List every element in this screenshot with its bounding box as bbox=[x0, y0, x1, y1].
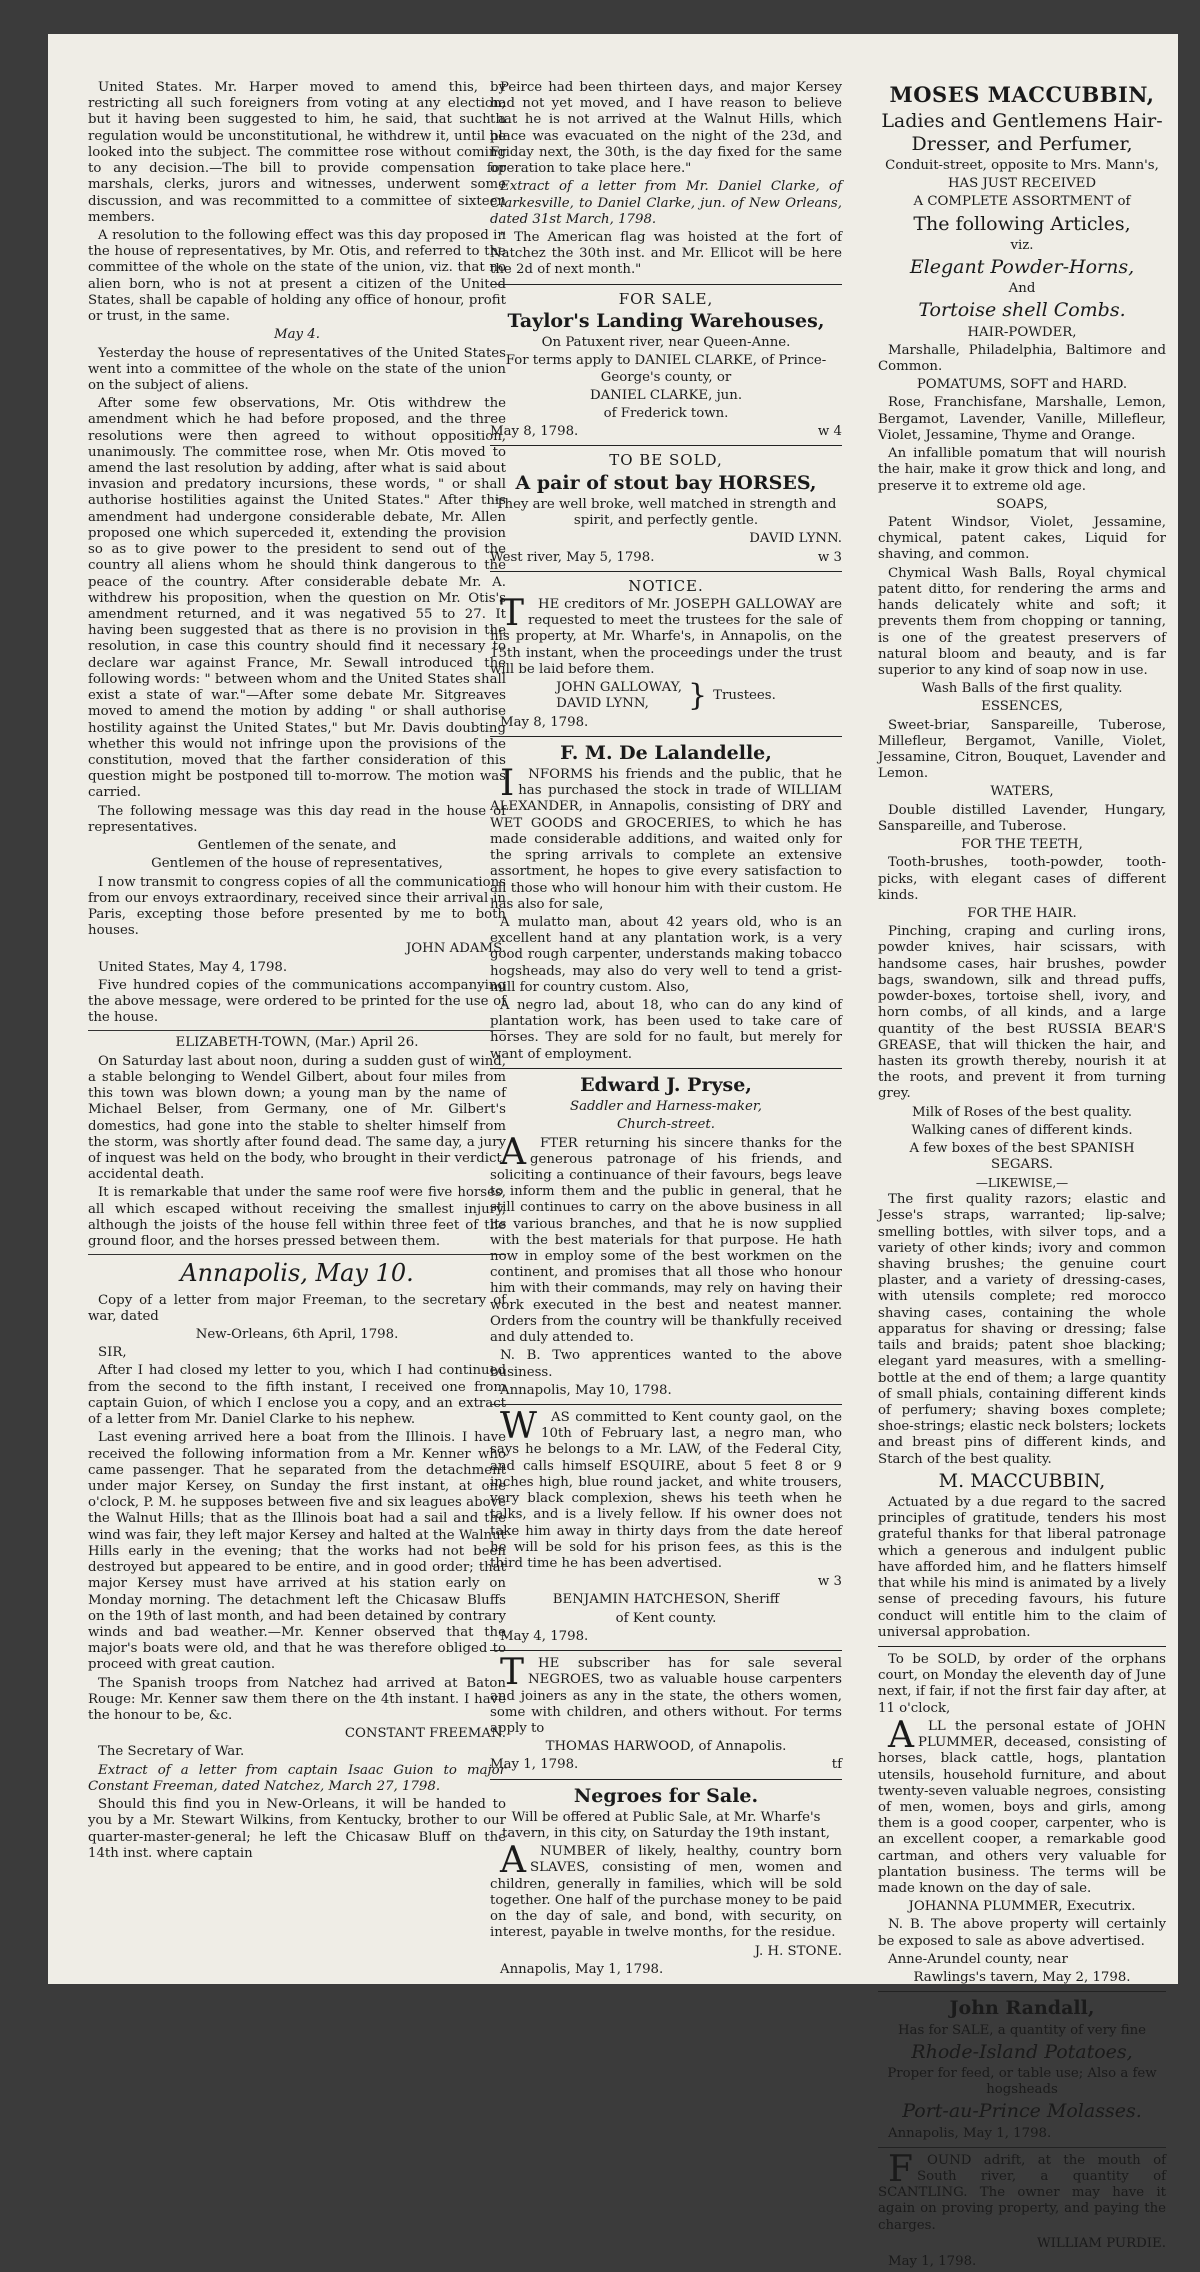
ad-text: A negro lad, about 18, who can do any kind of plantation work, has been used to take care of horses. They are sold for no fault, but merely for want of employment. bbox=[490, 998, 842, 1062]
ad-text: Marshalle, Philadelphia, Baltimore and Common. bbox=[878, 342, 1166, 374]
ad-text: A mulatto man, about 42 years old, who is an excellent hand at any plantation work, is a very good rough carpenter, understands making tobacco hogsheads, may also do very well to tend a grist-mill for country custom. Also, bbox=[490, 914, 842, 995]
drop-cap: T bbox=[500, 593, 525, 635]
article-text: A resolution to the following effect was this day proposed in the house of representatives, by Mr. Otis, and referred to the committee of the whole on the state of the union, viz. that no alien born, who is not at present a citizen of the United States, shall be capable of holding any office of honour, profit or trust, in the same. bbox=[88, 227, 506, 325]
article-text: Extract of a letter from captain Isaac Guion to major Constant Freeman, dated Natchez, March 27, 1798. bbox=[88, 1762, 506, 1794]
category-heading: ESSENCES, bbox=[981, 699, 1063, 715]
ad-text: A FTER returning his sincere thanks for the generous patronage of his friends, and soliciting a continuance of their favours, begs leave to inform them and the public in general, that he still continues to carry on the above business in all its various branches, and that he is now supplied with the best materials for that purpose. He hath now in employ some of the best workmen on the continent, and promises that all those who honour him with their commands, may rely on having their work executed in the best and neatest manner. Orders from the country will be thankfully received and duly attended to. bbox=[490, 1131, 842, 1346]
ad-text: Rose, Franchisfane, Marshalle, Lemon, Bergamot, Lavender, Vanille, Millefleur, Violet, Jessamine, Thyme and Orange. bbox=[878, 395, 1166, 443]
article-text: Peirce had been thirteen days, and major Kersey had not yet moved, and I have reason to believe that he is not arrived at the Walnut Hills, which place was evacuated on the night of the 23d, and Friday next, the 30th, is the day fixed for the same operation to take place here." bbox=[490, 80, 842, 177]
ad-dateline bbox=[490, 550, 842, 566]
ad-text: Will be offered at Public Sale, at Mr. Wharfe's tavern, in this city, on Saturday the 19th instant, bbox=[502, 1809, 830, 1841]
ad-signer: DANIEL CLARKE, jun. bbox=[589, 387, 743, 403]
ad-text: viz. bbox=[1010, 237, 1034, 253]
divider bbox=[88, 1030, 506, 1031]
ad-signer: DAVID LYNN, bbox=[556, 696, 649, 712]
ad-text: N. B. The above property will certainly be exposed to sale as above advertised. bbox=[878, 1917, 1166, 1949]
newspaper-page bbox=[48, 34, 1178, 2270]
brace-glyph: } bbox=[688, 678, 708, 714]
ad-date: Annapolis, May 10, 1798. bbox=[500, 1382, 672, 1398]
drop-cap: W bbox=[500, 1406, 538, 1448]
column-right bbox=[878, 80, 1166, 2272]
ad-text: N. B. Two apprentices wanted to the above business. bbox=[490, 1348, 842, 1380]
divider bbox=[490, 445, 842, 446]
ad-text: T HE subscriber has for sale several NEGROES, two as valuable house carpenters and joiners as any in the state, the others women, some with children, and others without. For terms apply to bbox=[490, 1652, 842, 1736]
article-text: The Spanish troops from Natchez had arrived at Baton Rouge: Mr. Kenner saw them there on the 4th instant. I have the honour to be, &c. bbox=[88, 1675, 506, 1724]
ad-signer: JOHANNA PLUMMER, Executrix. bbox=[908, 1899, 1136, 1915]
category-heading: FOR THE TEETH, bbox=[961, 837, 1083, 853]
divider bbox=[88, 1254, 506, 1255]
ad-title: John Randall, bbox=[949, 1997, 1095, 2020]
ad-text: Proper for feed, or table use; Also a few hogsheads bbox=[887, 2065, 1157, 2098]
ad-text: A few boxes of the best SPANISH SEGARS. bbox=[909, 1141, 1135, 1173]
article-text: The Secretary of War. bbox=[98, 1744, 245, 1760]
ad-subtitle: Port-au-Prince Molasses. bbox=[902, 2100, 1142, 2123]
ad-subtitle: Rhode-Island Potatoes, bbox=[911, 2040, 1133, 2063]
ad-text: Conduit-street, opposite to Mrs. Mann's, bbox=[885, 157, 1159, 173]
ad-date: May 8, 1798. bbox=[490, 424, 579, 440]
ad-text: T HE creditors of Mr. JOSEPH GALLOWAY are requested to meet the trustees for the sale of his property, at Mr. Wharfe's, in Annapolis, on the 15th instant, when the proceedings under the trust will be laid before them. bbox=[490, 593, 842, 677]
ad-code: tf bbox=[831, 1757, 842, 1773]
drop-cap: A bbox=[500, 1131, 526, 1173]
ad-text: On Patuxent river, near Queen-Anne. bbox=[541, 335, 791, 351]
ad-date: May 8, 1798. bbox=[500, 714, 589, 730]
ad-text: HAS JUST RECEIVED bbox=[947, 176, 1097, 192]
ad-date: May 1, 1798. bbox=[888, 2254, 977, 2270]
ad-title: M. MACCUBBIN, bbox=[938, 1469, 1106, 1492]
ad-text: Anne-Arundel county, near bbox=[888, 1951, 1068, 1967]
drop-cap: I bbox=[500, 762, 515, 804]
ad-text: Wash Balls of the first quality. bbox=[921, 681, 1123, 697]
ad-text: Actuated by a due regard to the sacred principles of gratitude, tenders his most grateful thanks for that liberal patronage which a generous and indulgent public have afforded him, and he flatters himself that while his mind is animated by a lively sense of preceding favours, his future conduct will entitle him to the claim of universal approbation. bbox=[878, 1495, 1166, 1640]
ad-date: Rawlings's tavern, May 2, 1798. bbox=[913, 1970, 1131, 1986]
category-heading: FOR THE HAIR. bbox=[967, 906, 1077, 921]
trustees-label: Trustees. bbox=[713, 688, 776, 704]
divider bbox=[878, 1991, 1166, 1992]
salutation: Gentlemen of the senate, and bbox=[197, 838, 397, 854]
ad-subtitle: Elegant Powder-Horns, bbox=[909, 256, 1135, 278]
ad-text: To be SOLD, by order of the orphans court, on Monday the eleventh day of June next, if fair, if not the first fair day after, at 11 o'clock, bbox=[878, 1651, 1166, 1716]
ad-date: Annapolis, May 1, 1798. bbox=[888, 2125, 1052, 2141]
article-text: On Saturday last about noon, during a sudden gust of wind, a stable belonging to Wendel Gilbert, about four miles from this town was blown down; a young man by the name of Michael Belser, from Germany, one of Mr. Gilbert's domestics, had gone into the stable to shelter himself from the storm, was shortly after found dead. The same day, a jury of inquest was held on the body, who brought in their verdict, accidental death. bbox=[88, 1053, 506, 1183]
ad-signer: BENJAMIN HATCHESON, Sheriff bbox=[552, 1592, 780, 1608]
ad-subtitle: The following Articles, bbox=[913, 212, 1131, 235]
ad-subtitle: Saddler and Harness-maker, bbox=[569, 1099, 763, 1115]
ad-signer: DAVID LYNN. bbox=[749, 531, 842, 547]
divider bbox=[490, 1779, 842, 1780]
ad-text: F OUND adrift, at the mouth of South river, a quantity of SCANTLING. The owner may have it again on proving property, and paying the charges. bbox=[878, 2148, 1166, 2233]
divider bbox=[490, 736, 842, 737]
ad-heading: NOTICE. bbox=[628, 576, 704, 595]
category-heading: —LIKEWISE,— bbox=[975, 1175, 1069, 1190]
ad-subtitle: Church-street. bbox=[617, 1117, 715, 1133]
article-text: The following message was this day read in the house of representatives. bbox=[88, 803, 506, 835]
ad-title: F. M. De Lalandelle, bbox=[560, 741, 772, 764]
ad-text: And bbox=[1008, 281, 1036, 297]
dateline: New-Orleans, 6th April, 1798. bbox=[195, 1327, 399, 1343]
ad-text: Tooth-brushes, tooth-powder, tooth-picks, with elegant cases of different kinds. bbox=[878, 855, 1166, 903]
article-text: After some few observations, Mr. Otis withdrew the amendment which he had before proposed, and the three resolutions were then agreed to without opposition, unanimously. The committee rose, when Mr. Otis moved to amend the last resolution by adding, after what is said about invasion and predatory incursions, these words, " or shall authorise hostilities against the United States." After this amendment had undergone considerable debate, Mr. Allen proposed one which superceded it, extending the provision so as to give power to the president to send out of the country all aliens whom he should think dangerous to the peace of the country. After considerable debate Mr. A. withdrew his proposition, when the question on Mr. Otis's amendment returned, and it was negatived 55 to 27. It having been suggested that as there is no provision in the resolution, in case this country should find it necessary to declare war against France, Mr. Sewall introduced the following words: " between whom and the United States shall exist a state of war."—After some debate Mr. Sitgreaves moved to amend the motion by adding " or shall authorise hostility against the United States," but Mr. Davis doubting whether this would not infringe upon the provisions of the constitution, moved that the farther consideration of this question might be postponed till to-morrow. The motion was carried. bbox=[88, 396, 506, 801]
ad-text: I NFORMS his friends and the public, that he has purchased the stock in trade of WILLIAM ALEXANDER, in Annapolis, consisting of DRY and WET GOODS and GROCERIES, to which he has made considerable additions, and waited only for the spring arrivals to complete an extensive assortment, he hopes to give every satisfaction to all those who will honour him with their custom. He has also for sale, bbox=[490, 762, 842, 912]
ad-code: w 4 bbox=[817, 424, 842, 440]
ad-text: Walking canes of different kinds. bbox=[911, 1122, 1133, 1138]
ad-subtitle: Ladies and Gentlemens Hair-Dresser, and Perfumer, bbox=[881, 109, 1163, 155]
ad-text: W AS committed to Kent county gaol, on the 10th of February last, a negro man, who says he belongs to a Mr. LAW, of the Federal City, and calls himself ESQUIRE, about 5 feet 8 or 9 inches high, blue round jacket, and white trousers, very black complexion, shews his teeth when he talks, and is a lively fellow. If his owner does not take him away in thirty days from the date hereof he will be sold for his prison fees, as this is the third time he has been advertised. bbox=[490, 1406, 842, 1571]
ad-signer: THOMAS HARWOOD, of Annapolis. bbox=[545, 1739, 787, 1755]
ad-signer: J. H. STONE. bbox=[754, 1943, 842, 1959]
ad-dateline bbox=[490, 424, 842, 440]
column-middle bbox=[490, 80, 842, 1980]
ad-text: Patent Windsor, Violet, Jessamine, chymical, patent cakes, Liquid for shaving, and common. bbox=[878, 514, 1166, 563]
ad-title: A pair of stout bay HORSES, bbox=[515, 471, 817, 494]
signature: CONSTANT FREEMAN. bbox=[344, 1726, 506, 1742]
article-text: Yesterday the house of representatives of the United States went into a committee of the whole on the state of the union on the subject of aliens. bbox=[88, 345, 506, 393]
ad-code: w 3 bbox=[817, 1574, 842, 1590]
ad-signer: of Kent county. bbox=[615, 1610, 717, 1626]
divider bbox=[878, 1646, 1166, 1647]
ad-text: Milk of Roses of the best quality. bbox=[911, 1104, 1133, 1120]
dateline: May 4. bbox=[274, 327, 320, 343]
drop-cap: T bbox=[500, 1652, 525, 1694]
ad-text: They are well broke, well matched in strength and spirit, and perfectly gentle. bbox=[495, 496, 837, 529]
article-text: I now transmit to congress copies of all the communications from our envoys extraordinary, received since their arrival in Paris, excepting those before presented by me to both houses. bbox=[88, 874, 506, 939]
ad-text: of Frederick town. bbox=[603, 405, 729, 421]
ad-signer: JOHN GALLOWAY, bbox=[556, 680, 682, 696]
article-text: Five hundred copies of the communications accompanying the above message, were ordered to be printed for the use of the house. bbox=[88, 977, 506, 1026]
ad-text: For terms apply to DANIEL CLARKE, of Prince-George's county, or bbox=[505, 353, 827, 385]
section-heading: ELIZABETH-TOWN, (Mar.) April 26. bbox=[175, 1035, 419, 1051]
ad-date: May 1, 1798. bbox=[490, 1757, 579, 1773]
section-heading: Annapolis, May 10. bbox=[180, 1259, 414, 1288]
ad-text: Sweet-briar, Sanspareille, Tuberose, Millefleur, Bergamot, Vanille, Violet, Jessamine, Citron, Bouquet, Lavender and Lemon. bbox=[878, 717, 1166, 782]
ad-heading: TO BE SOLD, bbox=[609, 451, 723, 470]
ad-text: Has for SALE, a quantity of very fine bbox=[897, 2022, 1147, 2038]
ad-heading: FOR SALE, bbox=[618, 289, 714, 308]
divider bbox=[490, 1068, 842, 1069]
salutation: SIR, bbox=[98, 1345, 127, 1361]
dateline: United States, May 4, 1798. bbox=[98, 959, 288, 975]
ad-text: A LL the personal estate of JOHN PLUMMER, deceased, consisting of horses, black cattle, hogs, plantation utensils, household furniture, and about twenty-seven valuable negroes, consisting of men, women, boys and girls, among them is a good cooper, carpenter, who is an excellent cooper, a remarkable good cartman, and others very valuable for plantation business. The terms will be made known on the day of sale. bbox=[878, 1714, 1166, 1897]
ad-title: MOSES MACCUBBIN, bbox=[889, 82, 1155, 107]
ad-text: Pinching, craping and curling irons, powder knives, hair scissars, with handsome cases, hair brushes, powder bags, swandown, silk and thread puffs, powder-boxes, tortoise shell, ivory, and horn combs, of all kinds, and a large quantity of the best RUSSIA BEAR'S GREASE, that will thicken the hair, and hasten its growth thereby, nourish it at the roots, and prevent it from turning grey. bbox=[878, 924, 1166, 1102]
category-heading: POMATUMS, SOFT and HARD. bbox=[916, 377, 1128, 393]
drop-cap: A bbox=[500, 1840, 526, 1882]
ad-date: May 4, 1798. bbox=[500, 1628, 589, 1644]
ad-title: Taylor's Landing Warehouses, bbox=[507, 309, 825, 332]
ad-dateline bbox=[490, 1757, 842, 1773]
ad-text: The first quality razors; elastic and Jesse's straps, warranted; lip-salve; smelling bottles, with silver tops, and a variety of other kinds; ivory and common shaving brushes; the genuine court plaster, and a variety of dressing-cases, with utensils complete; red morocco shaving cases, containing the whole apparatus for shaving or dressing; false tails and braids; patent shoe blacking; elegant yard measures, with a smelling-bottle at the end of them; a large quantity of small phials, containing different kinds of perfumery; shaving boxes complete; shoe-strings; elastic neck bolsters; lockets and breast pins of different kinds, and Starch of the best quality. bbox=[878, 1192, 1166, 1467]
ad-date: West river, May 5, 1798. bbox=[490, 549, 655, 565]
divider bbox=[490, 571, 842, 572]
signature: JOHN ADAMS. bbox=[405, 941, 506, 957]
trustees-block bbox=[490, 680, 842, 712]
article-text: " The American flag was hoisted at the fort of Natchez the 30th inst. and Mr. Ellicot will be here the 2d of next month." bbox=[490, 229, 842, 278]
drop-cap: F bbox=[888, 2148, 913, 2190]
salutation: Gentlemen of the house of representatives, bbox=[151, 856, 443, 872]
ad-title: Negroes for Sale. bbox=[573, 1784, 759, 1807]
article-text: Should this find you in New-Orleans, it will be handed to you by a Mr. Stewart Wilkins, from Kentucky, brother to our quarter-master-general; he left the Chicasaw Bluff on the 14th inst. where captain bbox=[88, 1797, 506, 1861]
ad-text: Double distilled Lavender, Hungary, Sanspareille, and Tuberose. bbox=[878, 802, 1166, 834]
article-text: United States. Mr. Harper moved to amend this, by restricting all such foreigners from voting at any election; but it having been suggested to him, he said, that such a regulation would be unconstitutional, he withdrew it, until he looked into the subject. The committee rose without coming to any decision.—The bill to provide compensation for marshals, clerks, jurors and witnesses, underwent some discussion, and was recommitted to a committee of sixteen members. bbox=[88, 80, 506, 225]
ad-title: Edward J. Pryse, bbox=[580, 1073, 752, 1096]
category-heading: HAIR-POWDER, bbox=[967, 324, 1077, 340]
divider bbox=[490, 1650, 842, 1651]
divider bbox=[490, 284, 842, 285]
article-text: After I had closed my letter to you, which I had continued from the second to the fifth instant, I received one from captain Guion, of which I enclose you a copy, and an extract of a letter from Mr. Daniel Clarke to his nephew. bbox=[88, 1363, 506, 1428]
category-heading: SOAPS, bbox=[996, 496, 1048, 512]
ad-date: Annapolis, May 1, 1798. bbox=[500, 1961, 664, 1977]
column-left bbox=[88, 80, 506, 1864]
article-text: Copy of a letter from major Freeman, to the secretary of war, dated bbox=[88, 1292, 506, 1324]
category-heading: WATERS, bbox=[990, 784, 1054, 800]
ad-code: w 3 bbox=[817, 549, 842, 565]
ad-text: A NUMBER of likely, healthy, country born SLAVES, consisting of men, women and children, generally in families, which will be sold together. One half of the purchase money to be paid on the day of sale, and bond, with security, on interest, payable in twelve months, for the residue. bbox=[490, 1840, 842, 1941]
article-text: Extract of a letter from Mr. Daniel Clarke, of Clarkesville, to Daniel Clarke, jun. of New Orleans, dated 31st March, 1798. bbox=[490, 179, 842, 227]
ad-signer: WILLIAM PURDIE. bbox=[1036, 2235, 1166, 2251]
ad-text: A COMPLETE ASSORTMENT of bbox=[913, 194, 1131, 210]
article-text: Last evening arrived here a boat from the Illinois. I have received the following information from a Mr. Kenner who came passenger. That he separated from the detachment under major Kersey, on Sunday the first instant, at one o'clock, P. M. he supposes between five and six leagues above the Walnut Hills; that as the Illinois boat had a sail and the wind was fair, they left major Kersey and halted at the Walnut Hills early in the evening; that the works had not been destroyed but appeared to be entire, and in good order; that major Kersey must have arrived at his station early on Monday morning. The detachment left the Chicasaw Bluffs on the 19th of last month, and had been detained by contrary winds and bad weather.—Mr. Kenner observed that the major's boats were old, and that he was therefore obliged to proceed with great caution. bbox=[88, 1430, 506, 1673]
article-text: It is remarkable that under the same roof were five horses, all which escaped without receiving the smallest injury, although the joists of the house fell within three feet of the ground floor, and the horses pressed between them. bbox=[88, 1185, 506, 1250]
divider bbox=[878, 2147, 1166, 2148]
ad-text: An infallible pomatum that will nourish the hair, make it grow thick and long, and preserve it to extreme old age. bbox=[878, 446, 1166, 494]
divider bbox=[490, 1404, 842, 1405]
ad-subtitle: Tortoise shell Combs. bbox=[918, 299, 1126, 322]
drop-cap: A bbox=[888, 1714, 914, 1756]
ad-text: Chymical Wash Balls, Royal chymical patent ditto, for rendering the arms and hands delicately white and soft; it prevents them from chopping or tanning, is one of the greatest preservers of natural bloom and beauty, and is far superior to any kind of soap now in use. bbox=[878, 565, 1166, 678]
